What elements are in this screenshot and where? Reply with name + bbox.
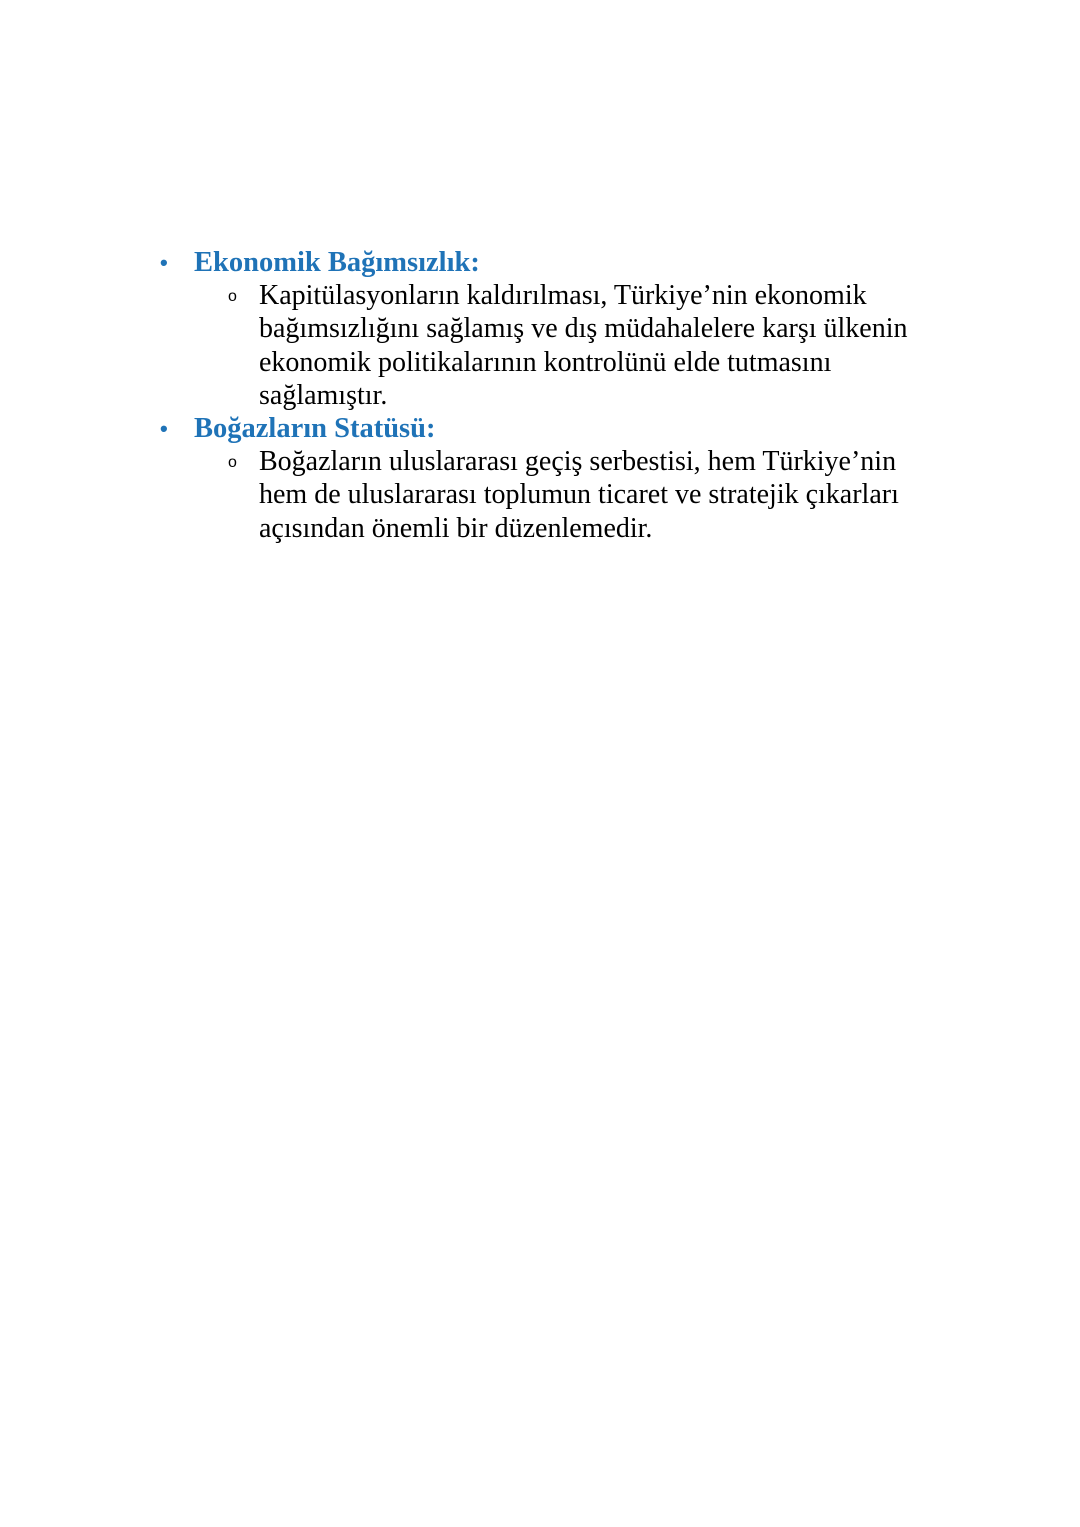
list-item: [160, 445, 960, 545]
document-content: [160, 246, 960, 545]
section-heading-row: [160, 412, 960, 445]
sub-bullet-icon: o: [228, 454, 237, 472]
text-line: hem de uluslararası toplumun ticaret ve stratejik çıkarları: [259, 479, 899, 511]
text-line: bağımsızlığını sağlamış ve dış müdahalelere karşı ülkenin: [259, 313, 908, 345]
list-item: [160, 279, 960, 412]
section-heading: Ekonomik Bağımsızlık:: [194, 247, 480, 278]
list-item-text: [259, 279, 959, 412]
section-ekonomik-bagimsizlik: [160, 246, 960, 412]
text-line: ekonomik politikalarının kontrolünü elde tutmasını: [259, 346, 832, 378]
section-bogazlarin-statusu: [160, 412, 960, 545]
bullet-icon: •: [160, 250, 168, 275]
bullet-icon: •: [160, 416, 168, 442]
text-line: Boğazların uluslararası geçiş serbestisi, hem Türkiye’nin: [259, 446, 897, 478]
section-heading: Boğazların Statüsü:: [194, 413, 436, 445]
sub-bullet-icon: o: [228, 288, 237, 305]
text-line: Kapitülasyonların kaldırılması, Türkiye’nin ekonomik: [259, 280, 867, 311]
section-heading-row: [160, 246, 960, 279]
list-item-text: [259, 445, 959, 545]
text-line: sağlamıştır.: [259, 379, 388, 411]
text-line: açısından önemli bir düzenlemedir.: [259, 512, 653, 544]
